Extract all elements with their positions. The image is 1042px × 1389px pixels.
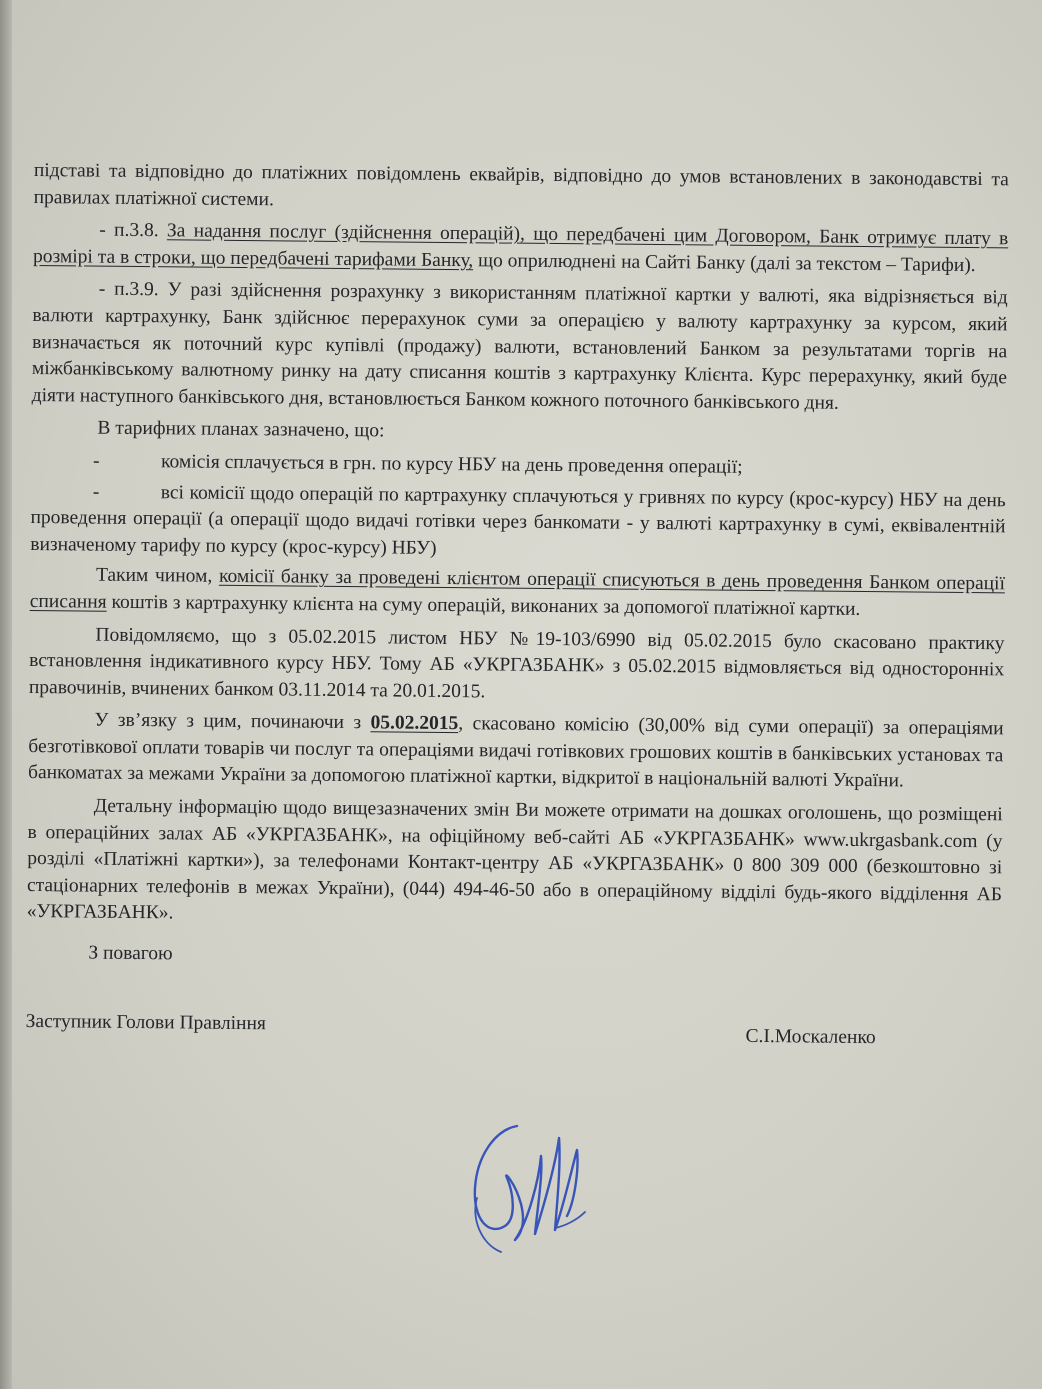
signer-position: Заступник Голови Правління [25, 1010, 267, 1034]
paragraph-contacts: Детальну інформацію щодо вищезазначених змін Ви можете отримати на дошках оголошень, що розміщені в операційних залах АБ «УКРГАЗБАНК», на офіційному веб-сайті АБ «УКРГАЗБАНК» www.ukrgasbank.com (у розділі «Платіжні картки»), за телефонами Контакт-центру АБ «УКРГАЗБАНК» 0 800 309 000 (безкоштовно зі стаціонарних телефонів в межах України), (044) 494-46-50 або в операційному відділі будь-якого відділення АБ «УКРГАЗБАНК». [26, 795, 1003, 924]
list-item [31, 448, 1006, 484]
paragraph-commission-cancel [28, 707, 1004, 796]
paragraph-clause-3-9: - п.3.9. У разі здійснення розрахунку з використанням платіжної картки у валюті, яка відрізняється від валюти картрахунку, Банк здійснює перерахунок суми за операцією у валюту картрахунку за курсом, який визначається як поточний курс купівлі (продажу) валюти, встановлений Банком за результатами торгів на міжбанківському валютному ринку на дату списання коштів з картрахунку Клієнта. Курс перерахунку, який буде діяти наступного банківського дня, встановлюється Банком кожного поточного банківського дня. [31, 279, 1008, 414]
clause-3-8-underlined: За надання послуг (здійснення операцій), що передбачені цим Договором, Банк отримує плату в розмірі та в строки, що передбачені тарифами Банку, [32, 220, 1009, 272]
conclusion-rest: коштів з картрахунку клієнта на суму операцій, виконаних за допомогої платіжної картки. [106, 591, 861, 620]
cancel-date: 05.02.2015 [370, 712, 459, 735]
dash-mark: - [92, 481, 100, 503]
clause-3-8-lead: - п.3.8. [99, 219, 168, 242]
paragraph-clause-3-8 [33, 217, 1008, 280]
greeting: З повагою [88, 942, 173, 965]
conclusion-lead: Таким чином, [95, 564, 220, 588]
signature-row [25, 993, 1001, 1082]
paragraph-nbu-notice: Повідомляємо, що з 05.02.2015 листом НБУ №19-103/6990 від 05.02.2015 було скасовано практику встановлення індикативного курсу НБУ. Тому АБ «УКРГАЗБАНК» з 05.02.2015 відмовляється від односторонніх правочинів, вчинених банком 03.11.2014 та 20.01.2015. [28, 624, 1005, 703]
paragraph-conclusion [30, 562, 1005, 625]
paragraph-tariff-intro: В тарифних планах зазначено, що: [97, 417, 385, 442]
dash-mark: - [92, 450, 100, 472]
letter-body [25, 158, 1009, 1082]
cancel-lead: У зв’язку з цим, починаючи з [94, 709, 371, 734]
signer-name: С.І.Москаленко [745, 1025, 876, 1048]
list-item-text: всі комісії щодо операцій по картрахунку сплачуються у гривнях по курсу (крос-курсу) НБУ на день проведення операції (а операції щодо видачі готівки через банкомати - у валюті картрахунку в сумі, еквівалентній визначеному тарифу по курсу (крос-курсу) НБУ) [30, 481, 1006, 559]
conclusion-underlined: комісії банку за проведені клієнтом операції списуються в день проведення Банком операції списання [29, 566, 1006, 613]
closing-block [25, 940, 1001, 1082]
clause-3-8-rest: що оприлюднені на Сайті Банку (далі за текстом – Тарифи). [473, 250, 976, 276]
cancel-rest: , скасовано комісію (30,00% від суми операції) за операціями безготівкової оплати товарів чи послуг та операціями видачі готівкових грошових коштів в банківських установах та банкоматах за межами України за допомогою платіжної картки, відкритої в національній валюті України. [27, 713, 1004, 792]
handwritten-signature [455, 1108, 595, 1258]
list-item-text: комісія сплачується в грн. по курсу НБУ на день проведення операції; [160, 451, 743, 478]
paragraph-1: підставі та відповідно до платіжних повідомлень еквайрів, відповідно до умов встановлених в законодавстві та правилах платіжної системи. [33, 159, 1009, 210]
list-item [30, 479, 1006, 568]
